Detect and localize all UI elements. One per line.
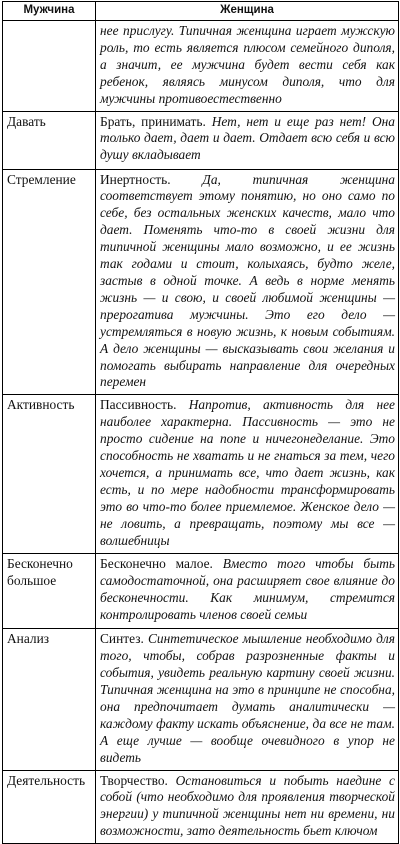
table-row — [3, 629, 399, 770]
row-lead: Творчество. — [100, 772, 168, 788]
header-men: Мужчина — [3, 2, 96, 21]
row-description — [96, 629, 399, 770]
row-text: нее прислугу. Типичная женщина играет мужскую роль, то есть является плюсом семейного диполя, а значит, ее мужчина будет вести себя как ребенок, являясь минусом диполя, что для мужчины противоестественно — [100, 23, 395, 106]
row-description — [96, 395, 399, 554]
table-row — [3, 21, 399, 112]
row-text: Вместо того чтобы быть самодостаточной, она расширяет свое влияние до бесконечности. Как минимум, стремится контролировать членов своей семьи — [100, 556, 395, 623]
row-description — [96, 21, 399, 112]
row-term: Бесконечно большое — [3, 554, 96, 629]
row-text: Остановиться и побыть наедине с собой (что необходимо для проявления творческой энергии) у типичной женщины нет ни времени, ни возможности, зато деятельность бьет ключом — [100, 772, 395, 839]
row-description — [96, 770, 399, 844]
table-row — [3, 770, 399, 844]
row-lead: Инертность. — [100, 171, 171, 187]
table-row — [3, 169, 399, 395]
row-description — [96, 554, 399, 629]
row-term: Давать — [3, 111, 96, 169]
row-text: Синтетическое мышление необходимо для того, чтобы, собрав разрозненные факты и события, увидеть реальную картину своей жизни. Типичная женщина на это в принципе не способна, она предпочитает думать аналитически — каждому факту искать объяснение, да все не там. А еще лучше — вообще очевидного в упор не видеть — [100, 631, 395, 765]
row-text: Да, типичная женщина соответствует этому понятию, но оно само по себе, без остальных женских качеств, мало что дает. Поменять что-то в своей жизни для типичной женщины мало возможно, и ее жизнь так годами и стоит, колыхаясь, будто желе, застыв в одной точке. А ведь в норме менять жизнь — и свою, и своей любимой женщины — прерогатива мужчины. Это его дело — устремляться в новую жизнь, к новым событиям. А дело женщины — высказывать свои желания и помогать выбирать направление для очередных перемен — [100, 171, 395, 390]
row-description — [96, 169, 399, 395]
row-description — [96, 111, 399, 169]
row-term: Стремление — [3, 169, 96, 395]
row-term: Анализ — [3, 629, 96, 770]
row-term — [3, 21, 96, 112]
row-lead: Брать, принимать. — [100, 113, 206, 129]
table-row — [3, 554, 399, 629]
row-lead: Пассивность. — [100, 397, 177, 413]
row-lead: Бесконечно малое. — [100, 556, 213, 572]
table-row — [3, 111, 399, 169]
row-text: Нет, нет и еще раз нет! Она только дает, дает и дает. Отдает всю себя и всю душу вкладывает — [100, 113, 395, 163]
table-row — [3, 395, 399, 554]
row-text: Напротив, активность для нее наиболее характерна. Пассивность — это не просто сидение на попе и ничегонеделание. Это способность не хватать и не гнаться за тем, чего хочется, а принимать все, что дает жизнь, как есть, и по мере надобности трансформировать это во что-то более приемлемое. Женское дело — не ловить, а превращать, поэтому мы все — волшебницы — [100, 397, 395, 548]
comparison-table — [2, 1, 399, 844]
row-term: Активность — [3, 395, 96, 554]
header-women: Женщина — [96, 2, 399, 21]
row-lead: Синтез. — [100, 631, 144, 647]
row-term: Деятельность — [3, 770, 96, 844]
table-header-row — [3, 2, 399, 21]
